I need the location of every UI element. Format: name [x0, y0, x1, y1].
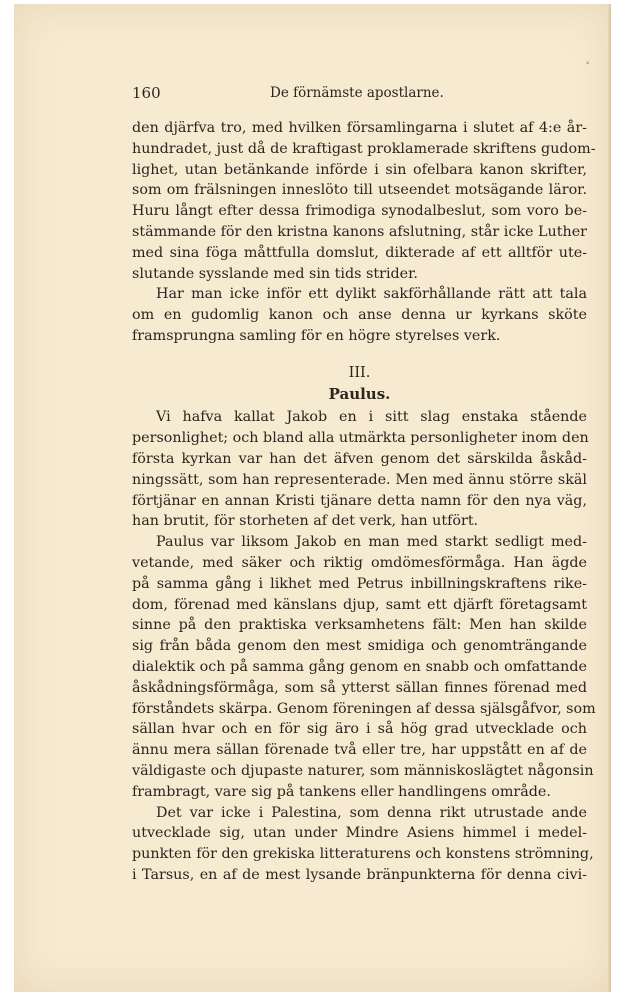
text-line: i Tarsus, en af de mest lysande bränpunkterna för denna civi-: [132, 866, 587, 883]
running-title: De förnämste apostlarne.: [270, 85, 444, 101]
paragraph-2: [132, 284, 587, 346]
text-line: Vi hafva kallat Jakob en i sitt slag enstaka stående: [156, 409, 587, 426]
page-mark: ⸗: [586, 58, 589, 67]
text-line: med sina föga måttfulla domslut, dikterade af ett alltför ute-: [132, 244, 587, 261]
text-line: första kyrkan var han det äfven genom det särskilda åskåd-: [132, 450, 587, 467]
text-line: sinne på den praktiska verksamhetens fält: Men han skilde: [132, 617, 587, 634]
paragraph-4: [132, 532, 596, 802]
text-line: dialektik och på samma gång genom en snabb och omfattande: [132, 658, 587, 675]
text-line: ningssätt, som han representerade. Men med ännu större skäl: [132, 471, 587, 488]
text-line: om en gudomlig kanon och anse denna ur kyrkans sköte: [132, 307, 587, 324]
page-header: [132, 84, 587, 106]
text-line: Det var icke i Palestina, som denna rikt utrustade ande: [156, 804, 587, 821]
page-body: [132, 118, 596, 886]
text-line: Paulus var liksom Jakob en man med starkt sedligt med-: [156, 534, 587, 551]
text-line: förståndets skärpa. Genom föreningen af dessa själsgåfvor, som: [132, 700, 596, 717]
text-line: som om frälsningen inneslöto till utseendet motsägande läror.: [132, 182, 587, 199]
paragraph-5: [132, 803, 594, 886]
text-line: vetande, med säker och riktig omdömesförmåga. Han ägde: [132, 554, 587, 571]
text-line: åskådningsförmåga, som så ytterst sällan finnes förenad med: [132, 679, 587, 696]
text-line: förtjänar en annan Kristi tjänare detta namn för den nya väg,: [132, 492, 587, 509]
text-line: på samma gång i likhet med Petrus inbillningskraftens rike-: [132, 575, 587, 592]
text-line: personlighet; och bland alla utmärkta personligheter inom den: [132, 430, 589, 447]
text-line: lighet, utan betänkande införde i sin ofelbara kanon skrifter,: [132, 161, 587, 178]
text-line: frambragt, vare sig på tankens eller handlingens område.: [132, 783, 551, 800]
paragraph-1: [132, 118, 596, 284]
text-line: utvecklade sig, utan under Mindre Asiens himmel i medel-: [132, 825, 587, 842]
paragraph-3: [132, 407, 587, 532]
text-line: punkten för den grekiska litteraturens och konstens strömning,: [132, 846, 594, 863]
text-line: ännu mera sällan förenade två eller tre, har uppstått en af de: [132, 742, 587, 759]
text-line: Huru långt efter dessa frimodiga synodalbeslut, som voro be-: [132, 203, 587, 220]
text-line: den djärfva tro, med hvilken församlingarna i slutet af 4:e år-: [132, 120, 587, 136]
page-number: 160: [132, 84, 161, 102]
text-line: han brutit, för storheten af det verk, han utfört.: [132, 513, 479, 530]
section-title: Paulus.: [328, 384, 391, 403]
text-line: dom, förenad med känslans djup, samt ett djärft företagsamt: [132, 596, 587, 613]
section-numeral: III.: [348, 364, 371, 381]
text-line: Har man icke inför ett dylikt sakförhållande rätt att tala: [156, 286, 587, 303]
text-line: framsprungna samling för en högre styrelses verk.: [132, 327, 501, 344]
page-edge: [608, 4, 611, 992]
book-page: [14, 4, 611, 992]
text-line: sig från båda genom den mest smidiga och genomträngande: [132, 638, 587, 655]
text-line: väldigaste och djupaste naturer, som människoslägtet någonsin: [132, 762, 594, 779]
text-line: sällan hvar och en för sig äro i så hög grad utvecklade och: [132, 721, 587, 738]
text-line: stämmande för den kristna kanons afslutning, står icke Luther: [132, 223, 587, 240]
text-line: slutande sysslande med sin tids strider.: [132, 265, 418, 282]
text-line: hundradet, just då de kraftigast proklamerade skriftens gudom-: [132, 140, 596, 157]
